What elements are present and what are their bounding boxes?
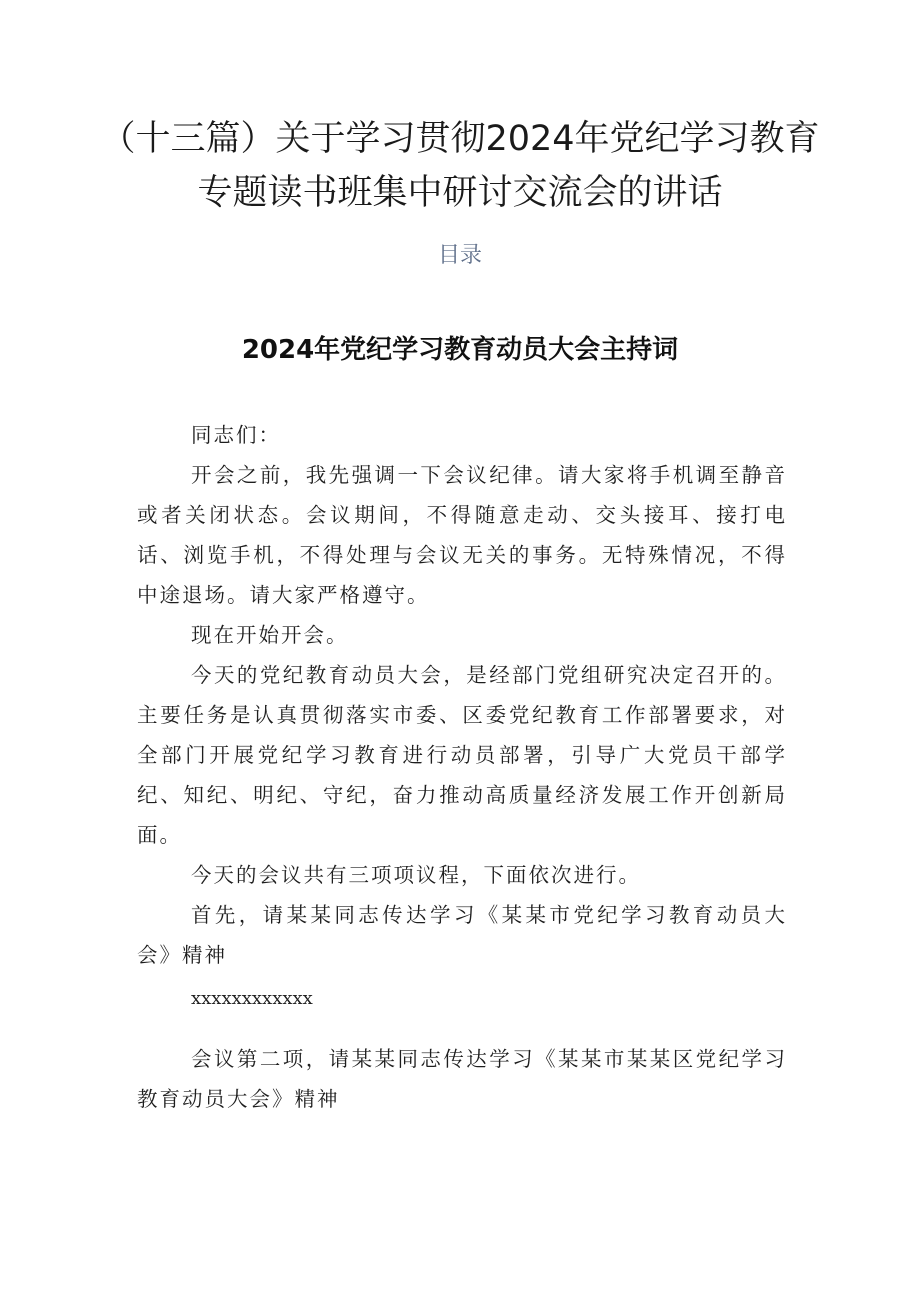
body-paragraph: 现在开始开会。	[191, 623, 349, 647]
body-paragraph: 今天的党纪教育动员大会，是经部门党组研究决定召开的。主要任务是认真贯彻落实市委、区委党纪教育工作部署要求，对全部门开展党纪学习教育进行动员部署，引导广大党员干部学纪、知纪、明纪、守纪，奋力推动高质量经济发展工作开创新局面。	[137, 663, 787, 847]
salutation-paragraph: 同志们：	[191, 423, 281, 447]
section-heading: 2024年党纪学习教育动员大会主持词	[241, 335, 679, 365]
body-paragraph: 首先，请某某同志传达学习《某某市党纪学习教育动员大会》精神	[137, 903, 787, 967]
table-of-contents-label: 目录	[437, 243, 482, 268]
body-paragraph: 开会之前，我先强调一下会议纪律。请大家将手机调至静音或者关闭状态。会议期间，不得随意走动、交头接耳、接打电话、浏览手机，不得处理与会议无关的事务。无特殊情况，不得中途退场。请大家严格遵守。	[137, 463, 787, 607]
document-body	[137, 415, 787, 1119]
body-paragraph: 会议第二项，请某某同志传达学习《某某市某某区党纪学习教育动员大会》精神	[137, 1047, 787, 1111]
placeholder-text: xxxxxxxxxxxx	[191, 988, 313, 1009]
body-paragraph: 今天的会议共有三项项议程，下面依次进行。	[191, 863, 641, 887]
document-title: （十三篇）关于学习贯彻2024年党纪学习教育专题读书班集中研讨交流会的讲话	[100, 119, 820, 213]
